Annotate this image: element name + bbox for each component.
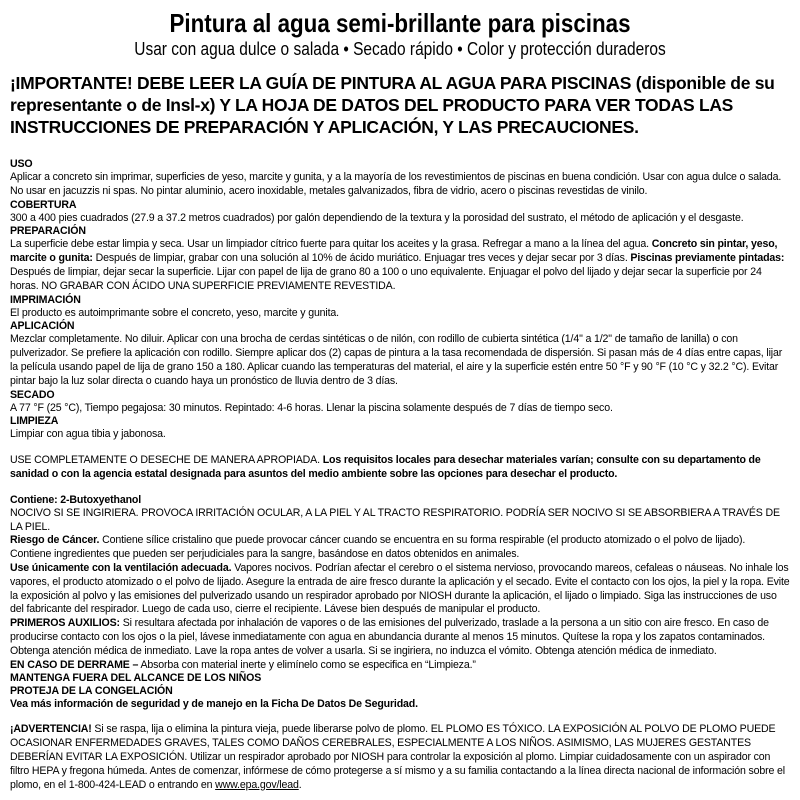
- riesgo-text: [10, 534, 790, 548]
- preparacion-bold-2: Piscinas previamente pintadas:: [630, 252, 785, 265]
- cobertura-text: 300 a 400 pies cuadrados (27.9 a 37.2 metros cuadrados) por galón dependiendo de la textura y la porosidad del sustrato, el método de aplicación y el desgaste.: [10, 211, 744, 224]
- derrame-plain: Absorba con material inerte y elimínelo como se especifica en “Limpieza.”: [138, 658, 476, 671]
- preparacion-text: [10, 238, 790, 293]
- advertencia-plain: Si se raspa, lija o elimina la pintura vieja, puede liberarse polvo de plomo. EL PLOMO ES TÓXICO. LA EXPOSICIÓN AL POLVO DE PLOMO PUEDE OCASIONAR ENFERMEDADES GRAVES, TALES COMO DAÑOS CEREBRALES, ESPECIALMENTE A LOS NIÑOS. ASIMISMO, LAS MUJERES GESTANTES DEBERÍAN EVITAR LA EXPOSICIÓN. Utilizar un respirador aprobado por NIOSH para controlar la exposición al plomo. Limpiar cuidadosamente con un aspirador con filtro HEPA y fregona húmeda. Antes de comenzar, infórmese de cómo protegerse a sí mismo y a su familia contactando a la línea directa nacional de información sobre el plomo, en el 1-800-424-LEAD o entrando en: [10, 723, 786, 791]
- auxilios-plain: Si resultara afectada por inhalación de vapores o de las emisiones del pulverizado, traslade a la persona a un sitio con aire fresco. En caso de producirse contacto con los ojos o la piel, lávese inmediatamente con agua en abundancia durante al menos 15 minutos. Quítese la ropa y los zapatos contaminados. Obtenga atención médica de inmediato. Lave la ropa antes de volver a usarla. Si se ingiriera, no induzca el vómito. Obtenga atención médica de inmediato.: [10, 617, 769, 657]
- advertencia-bold: ¡ADVERTENCIA!: [10, 723, 92, 736]
- spacer: [10, 138, 790, 158]
- preparacion-text-1: La superficie debe estar limpia y seca. Usar un limpiador cítrico fuerte para quitar los aceites y la grasa. Refregar a mano a la línea del agua.: [10, 238, 652, 251]
- secado-heading: SECADO: [10, 388, 55, 401]
- preparacion-text-3: Después de limpiar, dejar secar la superficie. Lijar con papel de lija de grano 80 a 100 o uno equivalente. Enjuagar el polvo del lijado y dejar secar la superficie por 24 horas. NO GRABAR CON ÁCIDO UNA SUPERFICIE PREVIAMENTE REVESTIDA.: [10, 265, 762, 292]
- desecho-plain: USE COMPLETAMENTE O DESECHE DE MANERA APROPIADA.: [10, 454, 323, 467]
- secado-text: A 77 °F (25 °C), Tiempo pegajosa: 30 minutos. Repintado: 4-6 horas. Llenar la piscina solamente después de 7 días de tiempo seco.: [10, 401, 613, 414]
- contiene-heading: Contiene: 2-Butoxyethanol: [10, 493, 142, 506]
- uso-text: Aplicar a concreto sin imprimar, superficies de yeso, marcite y gunita, y a la mayoría de los revestimientos de piscinas en buena condición. Usar con agua dulce o salada. No usar en jacuzzis ni spas. No pintar aluminio, acero inoxidable, metales galvanizados, fibra de vidrio, acero o piscinas revestidas de vinilo.: [10, 171, 782, 197]
- ventilacion-bold: Use únicamente con la ventilación adecuada.: [10, 561, 232, 574]
- sangre-text: Contiene ingredientes que pueden ser perjudiciales para la sangre, basándose en datos obtenidos en animales.: [10, 548, 520, 561]
- derrame-bold: EN CASO DE DERRAME –: [10, 658, 139, 671]
- uso-heading: USO: [10, 158, 33, 170]
- ninos-warning: MANTENGA FUERA DEL ALCANCE DE LOS NIÑOS: [10, 672, 262, 685]
- aplicacion-heading: APLICACIÓN: [10, 320, 75, 333]
- derrame-text: [10, 659, 790, 673]
- ventilacion-text: [10, 562, 790, 617]
- limpieza-text: Limpiar con agua tibia y jabonosa.: [10, 428, 166, 441]
- ficha-note: Vea más información de seguridad y de manejo en la Ficha De Datos De Seguridad.: [10, 698, 418, 711]
- preparacion-text-2: Después de limpiar, grabar con una solución al 10% de ácido muriático. Enjuagar tres veces y dejar secar por 3 días.: [92, 252, 631, 265]
- auxilios-text: [10, 617, 790, 658]
- spacer: [10, 711, 790, 723]
- cobertura-heading: COBERTURA: [10, 198, 77, 211]
- advertencia-end: .: [298, 778, 302, 791]
- important-notice: ¡IMPORTANTE! DEBE LEER LA GUÍA DE PINTURA AL AGUA PARA PISCINAS (disponible de su representante o de Insl-x) Y LA HOJA DE DATOS DEL PRODUCTO PARA VER TODAS LAS INSTRUCCIONES DE PREPARACIÓN Y APLICACIÓN, Y LAS PRECAUCIONES.: [10, 73, 775, 137]
- page-title: Pintura al agua semi-brillante para piscinas: [169, 8, 631, 38]
- riesgo-bold: Riesgo de Cáncer.: [10, 534, 100, 547]
- epa-lead-link[interactable]: www.epa.gov/lead: [215, 778, 299, 791]
- desecho-text: [10, 454, 790, 482]
- limpieza-heading: LIMPIEZA: [10, 415, 59, 428]
- spacer: [10, 482, 790, 494]
- imprimacion-text: El producto es autoimprimante sobre el concreto, yeso, marcite y gunita.: [10, 306, 339, 319]
- ventilacion-plain: Vapores nocivos. Podrían afectar el cerebro o el sistema nervioso, provocando mareos, cefaleas o náuseas. No inhale los vapores, el producto atomizado o el polvo de lijado. Asegure la entrada de aire fresco durante la aplicación y el secado. Evite el contacto con los ojos, la piel y la ropa. Evite la exposición al polvo y las emisiones del pulverizado usando un respirador aprobado por NIOSH durante la aplicación, el lijado o limpiado. Siga las instrucciones de uso del fabricante del respirador. Luego de cada uso, cierre el recipiente. Lávese bien después de manipular el producto.: [10, 561, 790, 616]
- preparacion-heading: PREPARACIÓN: [10, 225, 86, 238]
- desecho-bold: Los requisitos locales para desechar materiales varían; consulte con su departamento de sanidad o con la agencia estatal designada para asuntos del medio ambiente sobre las opciones para desechar el producto.: [10, 454, 761, 480]
- riesgo-plain: Contiene sílice cristalino que puede provocar cáncer cuando se encuentra en su forma respirable (el producto atomizado o el polvo de lijado).: [99, 534, 746, 547]
- aplicacion-text: Mezclar completamente. No diluir. Aplicar con una brocha de cerdas sintéticas o de nilón, con rodillo de cubierta sintética (1/4" a 1/2" de tamaño de lanilla) o con pulverizador. Se prefiere la aplicación con rodillo. Siempre aplicar dos (2) capas de pintura a la tasa recomendada de dispersión. Si pasan más de 4 días entre capas, lijar la película usando papel de lija de grano 150 a 180. Aplicar cuando las temperaturas del material, el aire y la superficie estén entre 50 °F y 90 °F (10 °C y 32.2 °C). Evitar pintar bajo la luz solar directa o cuando haya un pronóstico de lluvia dentro de 3 días.: [10, 333, 783, 387]
- page-subtitle: Usar con agua dulce o salada • Secado rápido • Color y protección duraderos: [134, 39, 666, 59]
- imprimacion-heading: IMPRIMACIÓN: [10, 293, 81, 306]
- preparacion-bold-1: Concreto sin pintar, yeso, marcite o gunita:: [10, 238, 778, 265]
- auxilios-bold: PRIMEROS AUXILIOS:: [10, 617, 120, 630]
- nocivo-text: NOCIVO SI SE INGIRIERA. PROVOCA IRRITACIÓN OCULAR, A LA PIEL Y AL TRACTO RESPIRATORIO. PODRÍA SER NOCIVO SI SE ABSORBIERA A TRAVÉS DE LA PIEL.: [10, 506, 780, 533]
- spacer: [10, 442, 790, 454]
- advertencia-text: [10, 723, 790, 792]
- instructions-block: [10, 158, 790, 792]
- congelacion-warning: PROTEJA DE LA CONGELACIÓN: [10, 685, 173, 698]
